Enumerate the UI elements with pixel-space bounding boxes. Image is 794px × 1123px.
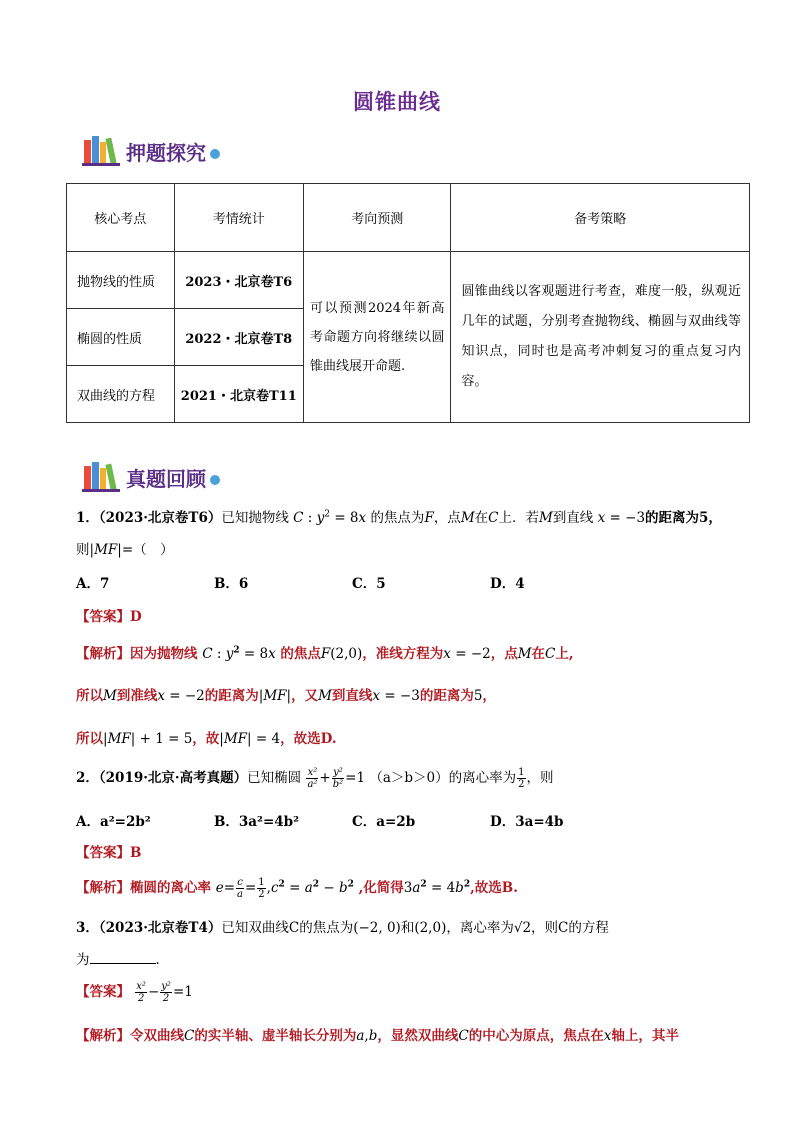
books-icon bbox=[82, 134, 124, 166]
q2-stem: 2．（2019·北京·高考真题）已知椭圆 $\frac{\text{x²}}{\text{a²}}$ + $\frac{\text{y²}}{\text{b²}}$ =1 （a＞b＞0）的离心率为 $\frac{1}{2}$ ，则 bbox=[76, 767, 554, 790]
q1-stem-line2: 则|MF|=（ ） bbox=[76, 542, 174, 558]
section-title-2: 真题回顾 bbox=[126, 467, 206, 491]
section-dot-icon bbox=[210, 475, 220, 485]
table-cell-strategy: 圆锥曲线以客观题进行考查，难度一般，纵观近几年的试题，分别考查抛物线、椭圆与双曲线等知识点，同时也是高考冲刺复习的重点复习内容。 bbox=[451, 252, 750, 423]
q2-option-a[interactable]: A．a²=2b² bbox=[76, 814, 151, 830]
q1-option-b[interactable]: B．6 bbox=[214, 576, 249, 592]
books-icon bbox=[82, 460, 124, 492]
q1-option-c[interactable]: C．5 bbox=[352, 576, 386, 592]
q2-option-d[interactable]: D．3a=4b bbox=[490, 814, 564, 830]
section-header-2 bbox=[82, 458, 220, 492]
q1-analysis-line1: 【解析】因为抛物线 C : $y^2 = 8x$ 的焦点F(2,0)，准线方程为x = −2，点M在C上, bbox=[76, 645, 574, 662]
q1-option-a[interactable]: A．7 bbox=[76, 576, 110, 592]
header-cell: 考情统计 bbox=[174, 184, 304, 252]
table-cell-point: 双曲线的方程 bbox=[67, 366, 175, 423]
header-cell: 考向预测 bbox=[304, 184, 451, 252]
blank-field[interactable] bbox=[90, 951, 156, 964]
q1-answer: 【答案】D bbox=[76, 609, 142, 625]
table-cell-stat: 2023・北京卷T6 bbox=[174, 252, 304, 309]
q2-answer: 【答案】B bbox=[76, 845, 142, 861]
table-cell-point: 椭圆的性质 bbox=[67, 309, 175, 366]
section-title-1: 押题探究 bbox=[126, 141, 206, 165]
q3-stem-line2: 为 ． bbox=[76, 952, 169, 968]
header-cell: 核心考点 bbox=[67, 184, 175, 252]
section-dot-icon bbox=[210, 149, 220, 159]
table-cell-trend: 可以预测2024年新高考命题方向将继续以圆锥曲线展开命题. bbox=[304, 252, 451, 423]
q2-option-c[interactable]: C．a=2b bbox=[352, 814, 416, 830]
page-title: 圆锥曲线 bbox=[353, 90, 441, 114]
q3-answer: 【答案】 $\frac{\text{x²}}{2}$ − $\frac{\text{y²}}{2}$ =1 bbox=[76, 981, 193, 1004]
q3-stem-line1: 3．（2023·北京卷T4）已知双曲线C的焦点为(−2, 0)和(2,0)，离心率为√2，则C的方程 bbox=[76, 920, 609, 936]
q1-analysis-line2: 所以M到准线x = −2的距离为|MF|，又M到直线x = −3的距离为5， bbox=[76, 688, 496, 704]
q2-option-b[interactable]: B．3a²=4b² bbox=[214, 814, 300, 830]
table-cell-point: 抛物线的性质 bbox=[67, 252, 175, 309]
table-cell-stat: 2022・北京卷T8 bbox=[174, 309, 304, 366]
table-cell-stat: 2021・北京卷T11 bbox=[174, 366, 304, 423]
header-cell: 备考策略 bbox=[451, 184, 750, 252]
q1-option-d[interactable]: D．4 bbox=[490, 576, 525, 592]
overview-table bbox=[66, 183, 750, 423]
q1-analysis-line3: 所以|MF| + 1 = 5，故|MF| = 4，故选D. bbox=[76, 731, 337, 747]
q1-stem-line1: 1．（2023·北京卷T6）已知抛物线 C : $y^2 = 8x$ 的焦点为F，点M在C上．若M到直线 x = −3的距离为5， bbox=[76, 509, 722, 526]
section-header-1 bbox=[82, 132, 220, 166]
q2-analysis: 【解析】椭圆的离心率 e= $\frac{c}{a}$ = $\frac{1}{2}$ $,c^2 = a^2 - b^2$ ,化简得$3a^2 = 4b^2$,故选B. bbox=[76, 877, 518, 900]
q3-analysis-line1: 【解析】令双曲线C的实半轴、虚半轴长分别为a,b，显然双曲线C的中心为原点，焦点在x轴上，其半 bbox=[76, 1028, 679, 1044]
